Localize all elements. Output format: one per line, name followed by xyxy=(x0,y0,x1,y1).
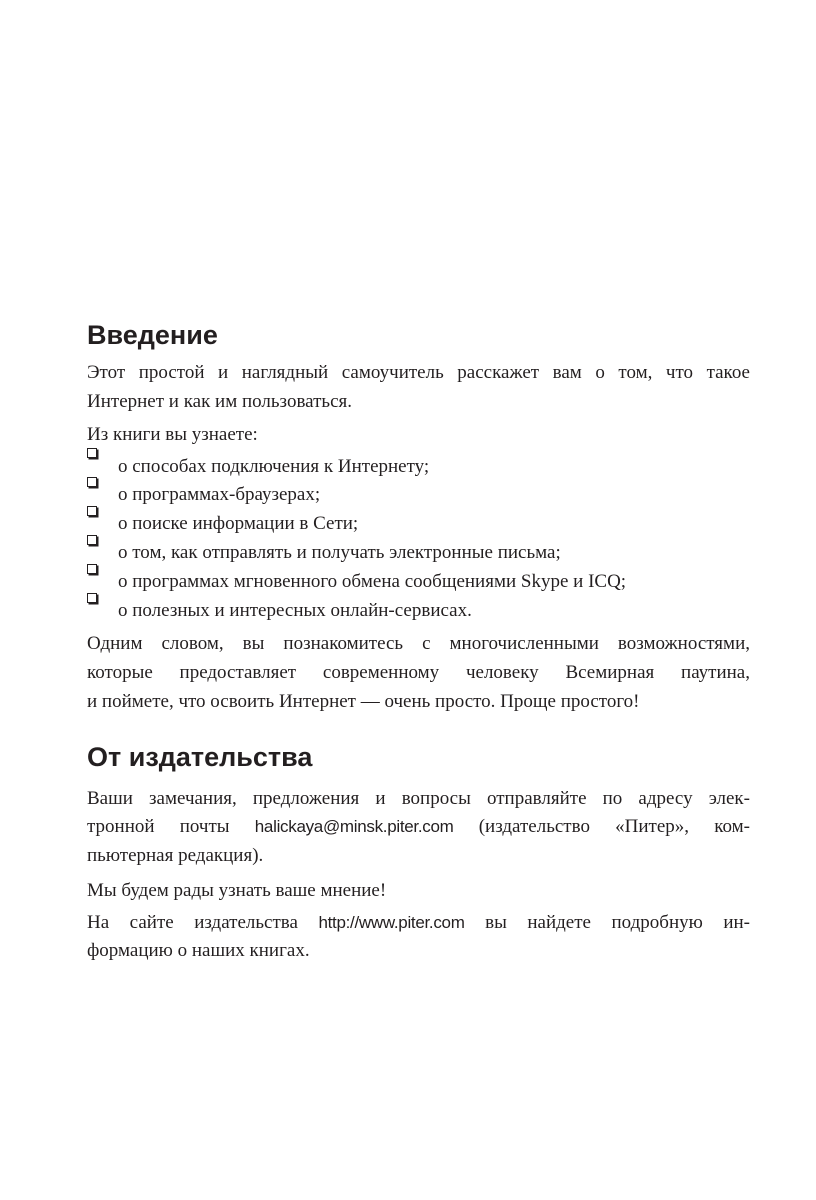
intro-paragraph-line: Этот простой и наглядный самоучитель расскажет вам о том, что такое xyxy=(87,362,750,383)
text: тронной почты xyxy=(87,816,230,837)
list-item: о программах мгновенного обмена сообщениями Skype и ICQ; xyxy=(118,571,627,592)
publisher-paragraph-line xyxy=(87,812,750,841)
publisher-paragraph-line: пьютерная редакция). xyxy=(87,845,264,866)
intro-paragraph-line: Интернет и как им пользоваться. xyxy=(87,391,353,412)
list-item: о способах подключения к Интернету; xyxy=(118,456,430,477)
list-item: о программах-браузерах; xyxy=(118,484,321,505)
list-item: о поиске информации в Сети; xyxy=(118,513,359,534)
bullet-icon xyxy=(87,593,97,603)
bullet-icon xyxy=(87,448,97,458)
bullet-icon xyxy=(87,477,97,487)
publisher-paragraph-line: Ваши замечания, предложения и вопросы отправляйте по адресу элек- xyxy=(87,788,750,809)
website-link[interactable]: http://www.piter.com xyxy=(318,913,465,932)
intro-lead: Из книги вы узнаете: xyxy=(87,424,258,445)
intro-summary-line: и поймете, что освоить Интернет — очень просто. Проще простого! xyxy=(87,691,640,712)
intro-heading: Введение xyxy=(87,320,218,350)
publisher-site-line: формацию о наших книгах. xyxy=(87,940,310,961)
text: (издательство «Питер», ком- xyxy=(478,816,751,837)
text: На сайте издательства xyxy=(87,912,298,933)
bullet-icon xyxy=(87,506,97,516)
publisher-feedback: Мы будем рады узнать ваше мнение! xyxy=(87,880,387,901)
publisher-site-line xyxy=(87,908,750,937)
email-link[interactable]: halickaya@minsk.piter.com xyxy=(254,817,454,836)
intro-summary-line: которые предоставляет современному человеку Всемирная паутина, xyxy=(87,662,750,683)
publisher-heading: От издательства xyxy=(87,742,313,772)
list-item: о том, как отправлять и получать электронные письма; xyxy=(118,542,561,563)
text: вы найдете подробную ин- xyxy=(485,912,751,933)
bullet-icon xyxy=(87,535,97,545)
intro-summary-line: Одним словом, вы познакомитесь с многочисленными возможностями, xyxy=(87,633,750,654)
bullet-icon xyxy=(87,564,97,574)
list-item: о полезных и интересных онлайн-сервисах. xyxy=(118,600,472,621)
